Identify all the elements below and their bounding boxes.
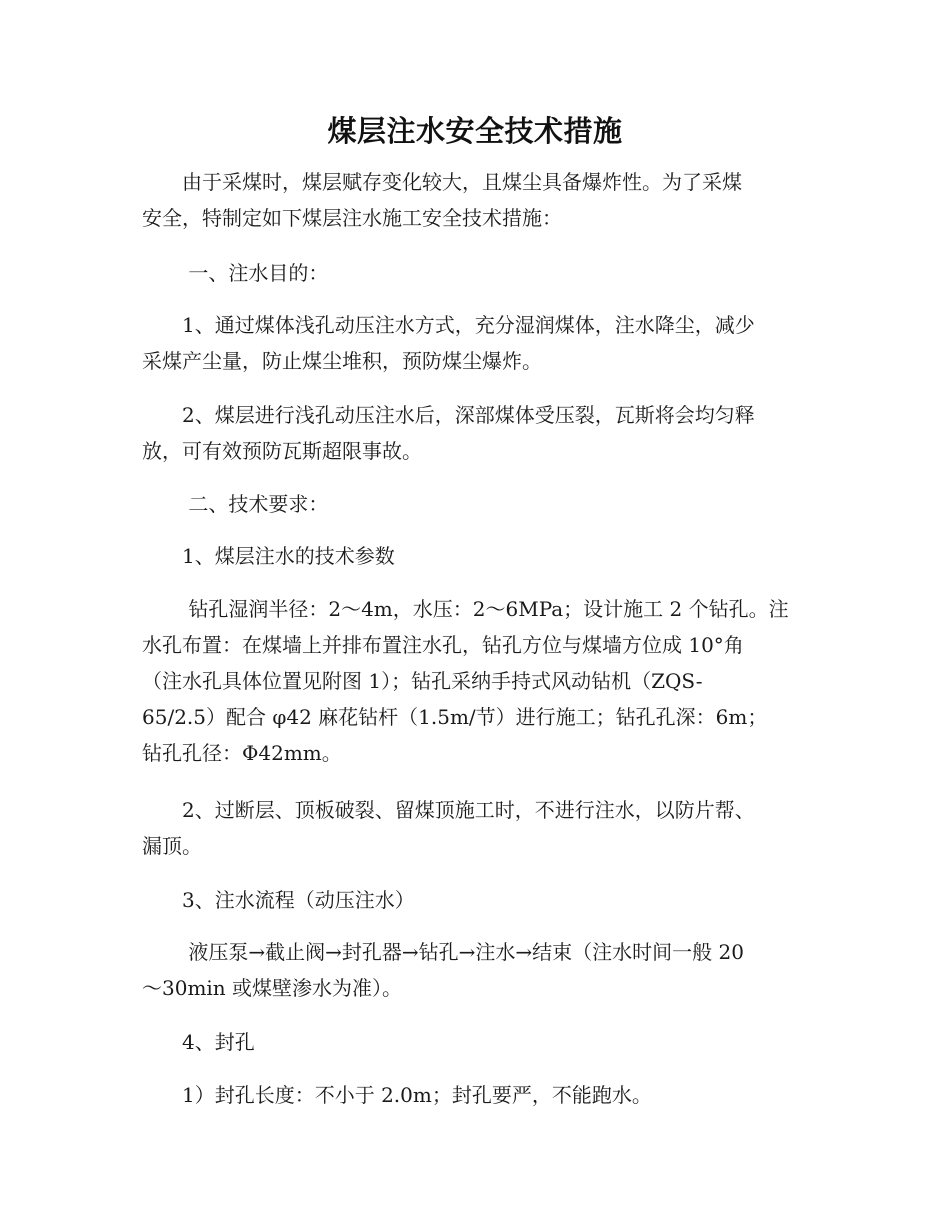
text-line: 1、煤层注水的技术参数 (142, 544, 395, 568)
text-line: 采煤产尘量，防止煤尘堆积，预防煤尘爆炸。 (142, 349, 542, 373)
text-line: 水孔布置：在煤墙上并排布置注水孔，钻孔方位与煤墙方位成 10°角 (142, 633, 744, 657)
text-line: 4、封孔 (142, 1030, 255, 1054)
subheading-flow (142, 882, 812, 918)
text-line: 液压泵→截止阀→封孔器→钻孔→注水→结束（注水时间一般 20 (142, 940, 744, 964)
text-line: 钻孔湿润半径：2～4m，水压：2～6MPa；设计施工 2 个钻孔。注 (142, 597, 789, 621)
text-line: 一、注水目的： (142, 261, 329, 285)
section-heading-2 (142, 486, 812, 522)
text-line: 放，可有效预防瓦斯超限事故。 (142, 439, 422, 463)
text-line: 1）封孔长度：不小于 2.0m；封孔要严，不能跑水。 (142, 1083, 652, 1107)
section-heading-1 (142, 255, 812, 291)
subheading-sealing (142, 1024, 812, 1060)
text-line: 1、通过煤体浅孔动压注水方式，充分湿润煤体，注水降尘，减少 (142, 313, 755, 337)
paragraph-item-2 (142, 397, 812, 469)
paragraph-item-1 (142, 307, 812, 379)
text-line: 钻孔孔径：Φ42mm。 (142, 741, 342, 765)
document-title: 煤层注水安全技术措施 (327, 114, 623, 148)
text-line: 65/2.5）配合 φ42 麻花钻杆（1.5m/节）进行施工；钻孔孔深：6m； (142, 705, 768, 729)
text-line: 3、注水流程（动压注水） (142, 888, 415, 912)
text-line: 安全，特制定如下煤层注水施工安全技术措施： (142, 206, 562, 230)
subheading-tech-params (142, 538, 812, 574)
text-line: 漏顶。 (142, 834, 202, 858)
text-line: 由于采煤时，煤层赋存变化较大，且煤尘具备爆炸性。为了采煤 (142, 170, 742, 194)
paragraph-tech-params (142, 591, 812, 771)
text-line: 2、煤层进行浅孔动压注水后，深部煤体受压裂，瓦斯将会均匀释 (142, 403, 755, 427)
text-line: ～30min 或煤壁渗水为准）。 (142, 976, 403, 1000)
paragraph-item-fault (142, 792, 812, 864)
text-line: 二、技术要求： (142, 492, 329, 516)
text-line: （注水孔具体位置见附图 1）；钻孔采纳手持式风动钻机（ZQS- (142, 669, 703, 693)
paragraph-intro (142, 164, 812, 236)
paragraph-flow (142, 934, 812, 1006)
paragraph-sealing-length (142, 1077, 812, 1113)
text-line: 2、过断层、顶板破裂、留煤顶施工时，不进行注水，以防片帮、 (142, 798, 755, 822)
